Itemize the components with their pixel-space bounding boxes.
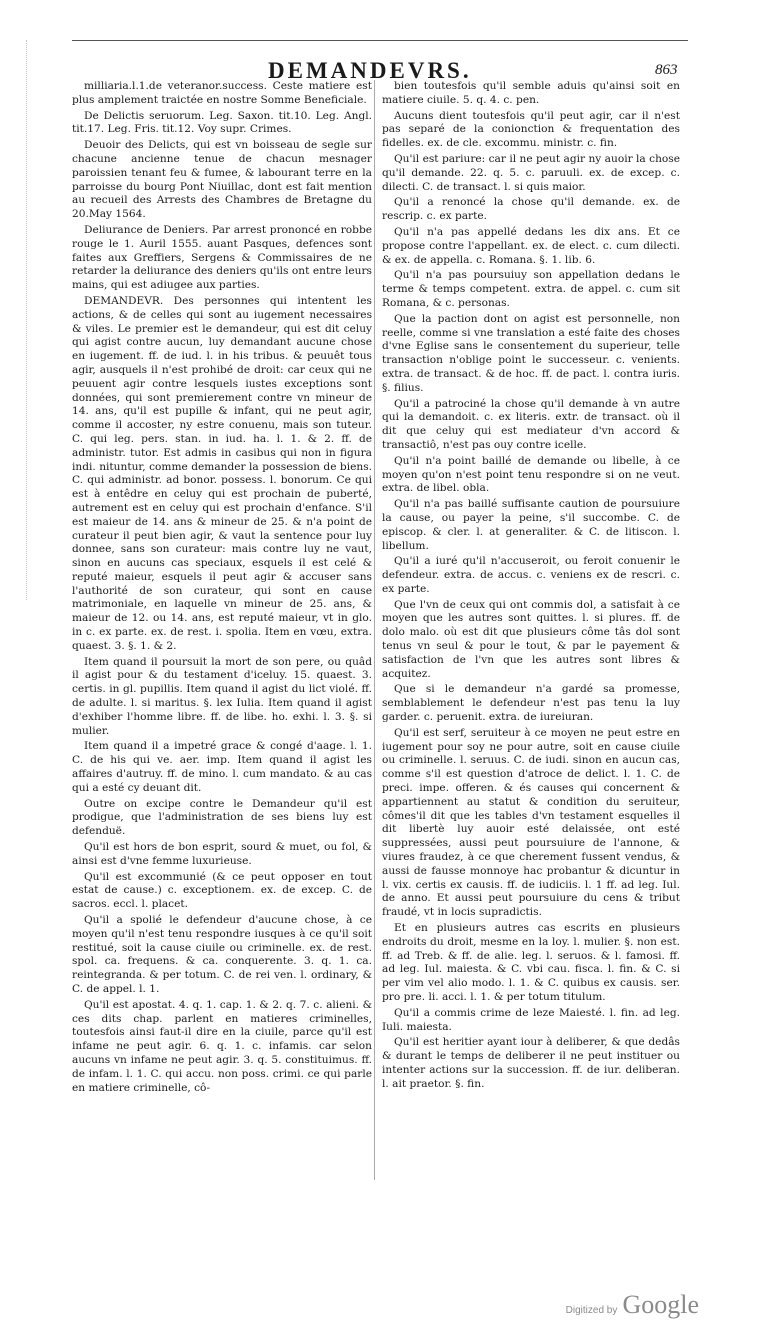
paragraph: Deuoir des Delicts, qui est vn boisseau de segle sur chacune ancienne tenue de chacun mesnager paroissien tenant feu & fumee, & labourant terre en la parroisse du bourg Pont Niuillac, dont est fait mention au recueil des Arrests des Chambres de Bretagne du 20.May 1564.	[72, 139, 372, 221]
paragraph: Qu'il est apostat. 4. q. 1. cap. 1. & 2. q. 7. c. alieni. & ces dits chap. parlent en matieres criminelles, toutesfois ainsi faut-il dire en la ciuile, parce qu'il est infame ne peut agir. 6. q. 1. c. infamis. car selon aucuns vn infame ne peut agir. 3. q. 5. constituimus. ff. de infam. l. 1. C. qui accu. non poss. crimi. ce qui parle en matiere criminelle, cô-	[72, 998, 372, 1094]
paragraph: De Delictis seruorum. Leg. Saxon. tit.10. Leg. Angl. tit.17. Leg. Fris. tit.12. Voy supr. Crimes.	[72, 109, 372, 136]
paragraph: DEMANDEVR. Des personnes qui intentent les actions, & de celles qui sont au iugement necessaires & viles. Le premier est le demandeur, qui est dit celuy qui agist contre aucun, luy demandant aucune chose en iugement. ff. de iud. l. in his tribus. & peuuêt tous agir, ausquels il n'est prohibé de droit: car ceux qui ne peuuent agir contre lesquels iustes exceptions sont données, qui sont premierement contre vn mineur de 14. ans, qu'il est pupille & infant, qui ne peut agir, comme il accoster, ny estre conuenu, mais son tuteur. C. qui leg. pers. stan. in iud. ha. l. 1. & 2. ff. de administr. tutor. Est admis in casibus qui non in figura indi. nituntur, comme demander la possession de biens. C. qui administr. ad bonor. possess. l. bonorum. Ce qui est à entêdre en celuy qui est prochain de puberté, autrement est en celuy qui est prochain d'enfance. S'il est maieur de 14. ans & mineur de 25. & n'a point de curateur il peut bien agir, & vaut la sentence pour luy donnee, sans son curateur: mais contre luy ne vaut, sinon en aucuns cas speciaux, esquels il est celé & reputé maieur, esquels il peut agir & accuser sans l'authorité de son curateur, qui sont en cause matrimoniale, en laquelle vn mineur de 25. ans, & maieur de 12. ou 14. ans, est reputé maieur, vt in glo. in c. ex parte. ex. de rest. i. spolia. Item en vœu, extra. quaest. 3. §. 1. & 2.	[72, 294, 372, 652]
paragraph: Qu'il est pariure: car il ne peut agir ny auoir la chose qu'il demande. 22. q. 5. c. paruuli. ex. de excep. c. dilecti. C. de transact. l. si quis maior.	[382, 152, 680, 193]
paragraph: Qu'il a spolié le defendeur d'aucune chose, à ce moyen qu'il n'est tenu respondre iusques à ce qu'il soit restitué, soit la cause ciuile ou criminelle. ex. de rest. spol. ca. frequens. & ca. conquerente. 3. q. 1. ca. reintegranda. & per totum. C. de rei ven. l. ordinary, & C. de appel. l. 1.	[72, 914, 372, 995]
paragraph: Qu'il est excommunié (& ce peut opposer en tout estat de cause.) c. exceptionem. ex. de excep. C. de sacros. eccl. l. placet.	[72, 870, 372, 911]
paragraph: milliaria.l.1.de veteranor.success. Ceste matiere est plus amplement traictée en nostre Somme Beneficiale.	[72, 80, 372, 106]
paragraph: Qu'il n'a pas poursuiuy son appellation dedans le terme & temps competent. extra. de appel. c. cum sit Romana, & c. personas.	[382, 269, 680, 309]
running-head: DEMANDEVRS.	[268, 58, 472, 83]
paragraph: Qu'il a iuré qu'il n'accuseroit, ou feroit conuenir le defendeur. extra. de accus. c. veniens ex de rescri. c. ex parte.	[382, 555, 680, 595]
page-number: 863	[655, 62, 678, 78]
digitized-watermark	[566, 1290, 699, 1320]
watermark-brand: Google	[622, 1290, 699, 1319]
paragraph: Qu'il n'a pas appellé dedans les dix ans. Et ce propose contre l'appellant. ex. de elect. c. cum dilecti. & ex. de appella. c. Romana. §. 1. lib. 6.	[382, 225, 680, 266]
header-rule	[72, 40, 688, 41]
paragraph: Qu'il est heritier ayant iour à deliberer, & que dedâs & durant le temps de deliberer il ne peut instituer ou intenter actions sur la succession. ff. de iur. deliberan. l. ait praetor. §. fin.	[382, 1036, 680, 1090]
paragraph: Que si le demandeur n'a gardé sa promesse, semblablement le defendeur n'est pas tenu la luy garder. c. peruenit. extra. de iureiuran.	[382, 683, 680, 724]
paragraph: Qu'il a patrociné la chose qu'il demande à vn autre qui la demandoit. c. ex literis. extr. de transact. où il dit que celuy qui est mediateur d'vn accord & transactiô, n'est pas ouy contre icelle.	[382, 397, 680, 451]
right-column	[382, 80, 680, 1180]
paragraph: Aucuns dient toutesfois qu'il peut agir, car il n'est pas separé de la conionction & frequentation des fidelles. ex. de cle. excommu. ministr. c. fin.	[382, 109, 680, 150]
paragraph: Que l'vn de ceux qui ont commis dol, a satisfait à ce moyen que les autres sont quittes. l. si plures. ff. de dolo malo. où est dit que plusieurs côme tâs dol sont tenus vn seul & pour le tout, & par le payement & satisfaction de l'vn que les autres sont libres & acquitez.	[382, 598, 680, 680]
paragraph: Qu'il est serf, seruiteur à ce moyen ne peut estre en iugement pour soy ne pour autre, soit en cause ciuile ou criminelle. l. seruus. C. de iudi. sinon en aucun cas, comme s'il est question d'atroce de delict. l. 1. C. de preci. impe. offeren. & és causes qui concernent & appartiennent au statut & condition du seruiteur, cômes'il dit que les tables d'vn testament esquelles il dit libertè luy auoir esté delaissée, ont esté suppressées, aussi peut poursuiure de l'annone, & viures fraudez, à ce que cherement fussent vendus, & aussi de fausse monnoye hac probantur & dicuntur in l. vix. certis ex causis. ff. de iudiciis. l. 1 ff. ad leg. Iul. de anno. Et aussi peut poursuiure du cens & tribut fraudé, vt in locis supradictis.	[382, 726, 680, 919]
paragraph: Qu'il a renoncé la chose qu'il demande. ex. de rescrip. c. ex parte.	[382, 196, 680, 223]
paragraph: bien toutesfois qu'il semble aduis qu'ainsi soit en matiere ciuile. 5. q. 4. c. pen.	[382, 80, 680, 106]
paragraph: Outre on excipe contre le Demandeur qu'il est prodigue, que l'administration de ses biens luy est defenduë.	[72, 797, 372, 838]
paragraph: Deliurance de Deniers. Par arrest prononcé en robbe rouge le 1. Auril 1555. auant Pasques, defences sont faites aux Greffiers, Sergens & Commissaires de ne retarder la deliurance des deniers qu'ils ont entre leurs mains, qui est adiugee aux parties.	[72, 223, 372, 292]
paragraph: Item quand il poursuit la mort de son pere, ou quâd il agist pour & du testament d'iceluy. 15. quaest. 3. certis. in gl. pupillis. Item quand il agist du lict violé. ff. de adulte. l. si maritus. §. lex Iulia. Item quand il agist d'exhiber l'homme libre. ff. de libe. ho. exhi. l. 3. §. si mulier.	[72, 655, 372, 737]
column-divider	[374, 80, 375, 1180]
paragraph: Et en plusieurs autres cas escrits en plusieurs endroits du droit, mesme en la loy. l. mulier. §. non est. ff. ad Treb. & ff. de alie. leg. l. seruos. & l. famosi. ff. ad leg. Iul. maiesta. & C. vbi cau. fisca. l. fin. & C. si per vim vel alio modo. l. 1. & C. quibus ex causis. ser. pro pre. li. acci. l. 1. & per totum titulum.	[382, 922, 680, 1003]
watermark-prefix: Digitized by	[565, 1305, 618, 1316]
left-column	[72, 80, 372, 1180]
paragraph: Item quand il a impetré grace & congé d'aage. l. 1. C. de his qui ve. aer. imp. Item quand il agist les affaires d'autruy. ff. de mino. l. cum mandato. & au cas qui a esté cy deuant dit.	[72, 740, 372, 794]
scan-edge-artifact	[0, 40, 27, 600]
paragraph: Qu'il n'a pas baillé suffisante caution de poursuiure la cause, ou payer la peine, s'il succombe. C. de episcop. & cler. l. at generaliter. & C. de litiscon. l. libellum.	[382, 498, 680, 552]
paragraph: Que la paction dont on agist est personnelle, non reelle, comme si vne translation a esté faite des choses d'vne Eglise sans le consentement du superieur, telle transaction n'oblige point le successeur. c. venients. extra. de transact. & de hoc. ff. de pact. l. contra iuris. §. filius.	[382, 312, 680, 394]
paragraph: Qu'il est hors de bon esprit, sourd & muet, ou fol, & ainsi est d'vne femme luxurieuse.	[72, 841, 372, 867]
paragraph: Qu'il a commis crime de leze Maiesté. l. fin. ad leg. Iuli. maiesta.	[382, 1006, 680, 1033]
paragraph: Qu'il n'a point baillé de demande ou libelle, à ce moyen qu'on n'est point tenu respondre si on ne veut. extra. de libel. obla.	[382, 454, 680, 495]
